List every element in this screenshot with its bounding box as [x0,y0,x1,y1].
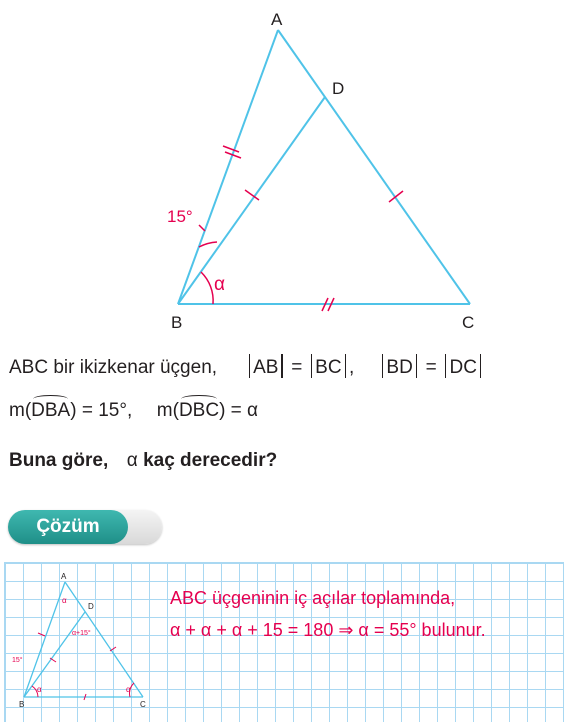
angle-15-label: 15° [167,207,193,226]
small-vertex-d: D [88,602,94,611]
angle-dba-value: = 15°, [76,400,133,421]
given-line-2 [9,400,258,422]
close-paren: ) [70,400,77,421]
angle-arc-15 [199,242,217,247]
question-text [9,450,277,472]
solution-line-1: ABC üçgeninin iç açılar toplamında, [170,588,456,608]
angle-dba-name: DBA [31,400,71,421]
isosceles-statement: ABC bir ikizkenar üçgen, [9,357,218,378]
measure-prefix: m( [156,400,179,421]
side-ac [278,30,470,304]
abs-bar [382,354,384,378]
abs-bar [249,354,251,378]
abs-bar [416,354,418,378]
segment-ab-label: AB [253,357,279,378]
measure-prefix: m( [9,400,32,421]
solution-triangle-figure [10,570,160,715]
small-segment-bd [24,612,85,697]
small-vertex-a: A [61,572,67,581]
double-tick-ab [223,146,239,152]
small-vertex-b: B [19,700,25,709]
triangle-figure [0,0,564,340]
equals-sign: = [425,357,437,378]
triangle-sides [178,30,470,304]
angle-dba-measure [9,400,132,421]
angle-dbc-measure [157,400,258,421]
solution-badge: Çözüm [8,510,128,544]
side-ab [178,30,278,304]
small-tick-ab [38,633,45,636]
small-side-ab [24,582,65,697]
close-paren: ) [219,400,226,421]
small-alpha-c: α [126,685,131,694]
small-angle-15: 15° [12,657,23,664]
question-alpha: α [126,450,138,471]
question-prefix: Buna göre, [9,450,109,471]
angle-arrow-15 [199,225,205,231]
vertex-label-a: A [271,10,283,29]
angle-dbc-value: = α [225,400,259,421]
small-angle-alpha-15: α+15° [72,630,91,637]
angle-dbc-name: DBC [178,400,220,421]
angle-alpha-label: α [214,274,225,295]
segment-bd [178,97,325,304]
segment-bc-label: BC [315,357,342,378]
small-alpha-b: α [37,685,42,694]
segment-bd-label: BD [386,357,413,378]
small-vertex-c: C [140,700,146,709]
equals-sign: = [291,357,303,378]
vertex-label-c: C [462,313,475,332]
abs-bar [311,354,313,378]
solution-line-2: α + α + α + 15 = 180 ⇒ α = 55° bulunur. [170,620,486,640]
question-suffix: kaç derecedir? [143,450,278,471]
segment-dc-label: DC [449,357,477,378]
small-side-ac [65,582,143,697]
given-line-1 [9,354,484,379]
vertex-label-d: D [332,79,345,98]
abs-bar [480,354,482,378]
abs-bar [281,354,283,378]
small-alpha-a: α [62,596,67,605]
vertex-label-b: B [171,313,183,332]
abs-bar [445,354,447,378]
abs-bar [345,354,347,378]
comma: , [349,357,355,378]
angle-arc-alpha [201,272,213,304]
